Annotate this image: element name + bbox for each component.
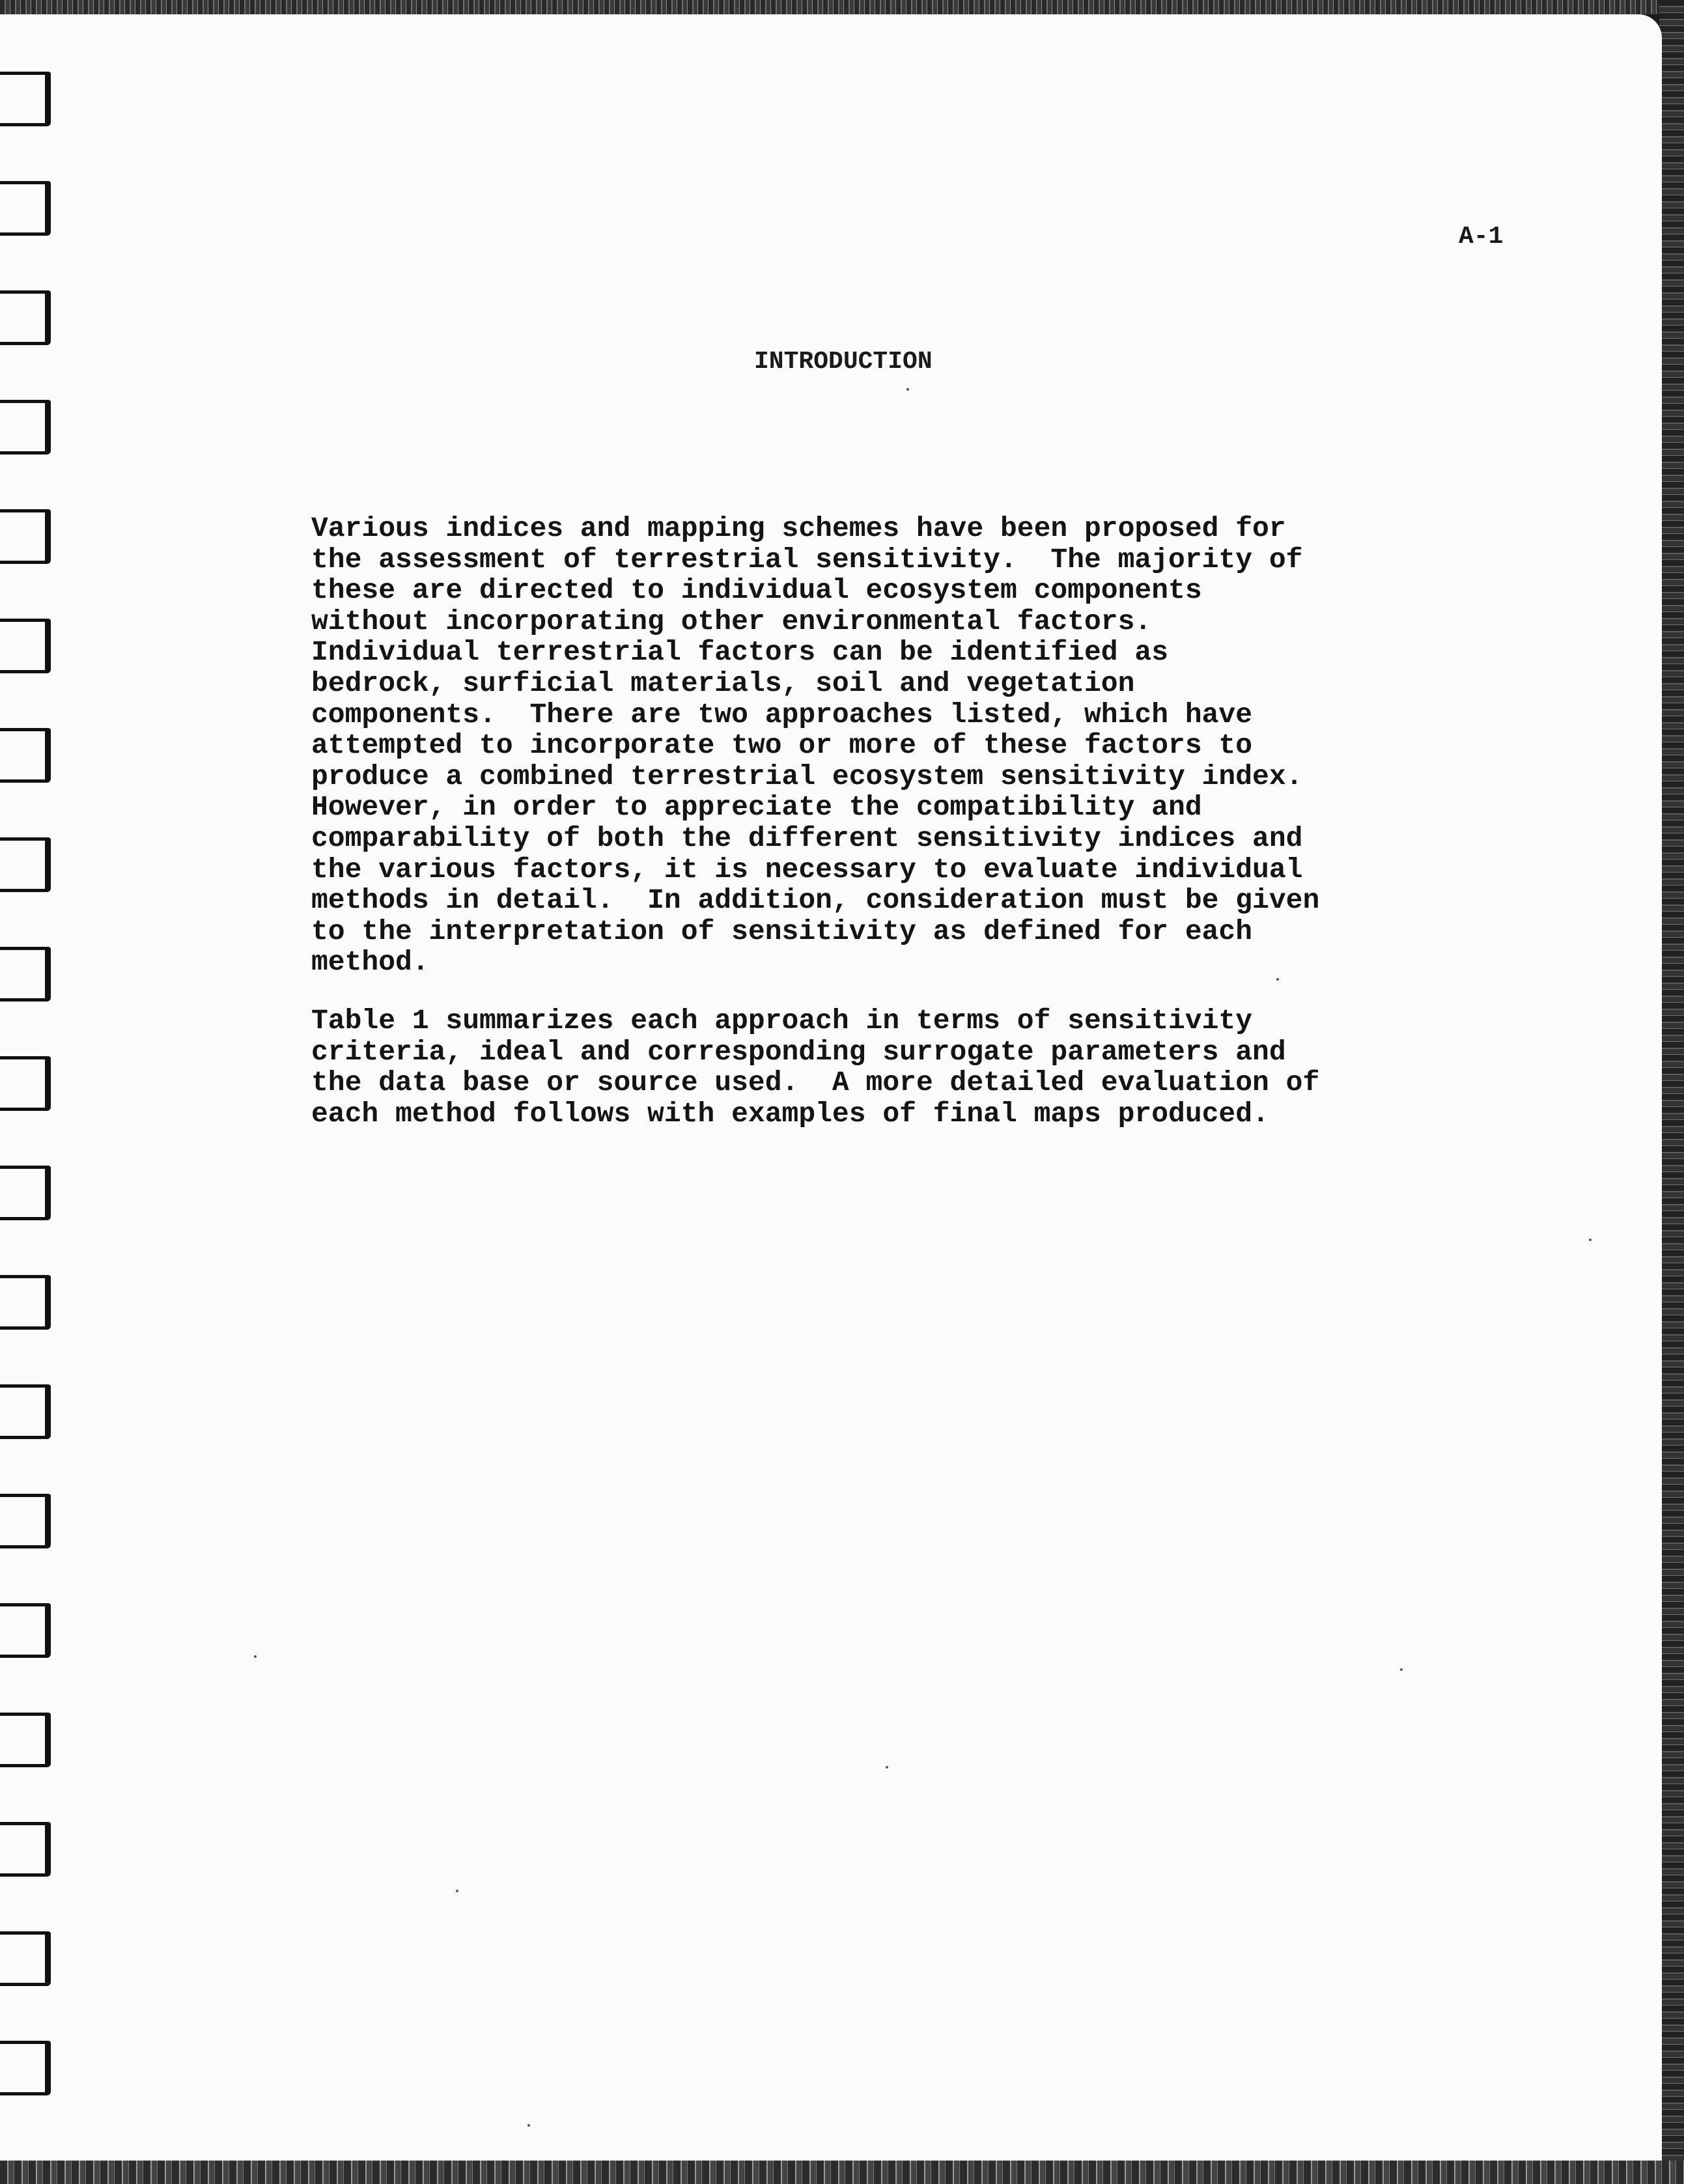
binding-ring [0,1494,51,1548]
binding-ring [0,1931,51,1986]
document-page [0,14,1662,2162]
paragraph: Table 1 summarizes each approach in terms of sensitivity criteria, ideal and corresponding surrogate parameters and the data base or source used. A more detailed evaluation of each method follows with examples of final maps produced. [311,1005,1320,1130]
scan-speck [254,1655,257,1658]
binding-ring [0,72,51,126]
page-number: A-1 [1459,223,1504,251]
binding-ring [0,1713,51,1767]
scan-edge-top [0,0,1684,14]
scan-speck [1276,978,1279,981]
scan-speck [1400,1668,1403,1671]
scan-speck [527,2124,530,2127]
paragraph: Various indices and mapping schemes have been proposed for the assessment of terrestrial sensitivity. The majority of these are directed to individual ecosystem components without incorporating other environmental factors. Individual terrestrial factors can be identified as bedrock, surficial materials, soil and vegetation components. There are two approaches listed, which have attempted to incorporate two or more of these factors to produce a combined terrestrial ecosystem sensitivity index. However, in order to appreciate the compatibility and comparability of both the different sensitivity indices and the various factors, it is necessary to evaluate individual methods in detail. In addition, consideration must be given to the interpretation of sensitivity as defined for each method. [311,512,1320,979]
page-title: INTRODUCTION [754,348,933,376]
binding-ring [0,1822,51,1877]
binding-ring [0,290,51,345]
binding-ring [0,728,51,783]
spiral-binding [0,14,78,2162]
binding-ring [0,1275,51,1330]
scan-speck [906,388,909,391]
binding-ring [0,1603,51,1658]
scan-speck [886,1766,888,1769]
binding-ring [0,400,51,455]
binding-ring [0,619,51,673]
scan-edge-bottom [0,2161,1684,2184]
scan-edge-right [1659,0,1684,2184]
binding-ring [0,2041,51,2095]
scan-speck [456,1890,458,1892]
binding-ring [0,1056,51,1111]
binding-ring [0,1384,51,1439]
binding-ring [0,509,51,564]
binding-ring [0,1166,51,1220]
binding-ring [0,181,51,236]
binding-ring [0,837,51,892]
binding-ring [0,947,51,1001]
scan-speck [1589,1239,1592,1241]
